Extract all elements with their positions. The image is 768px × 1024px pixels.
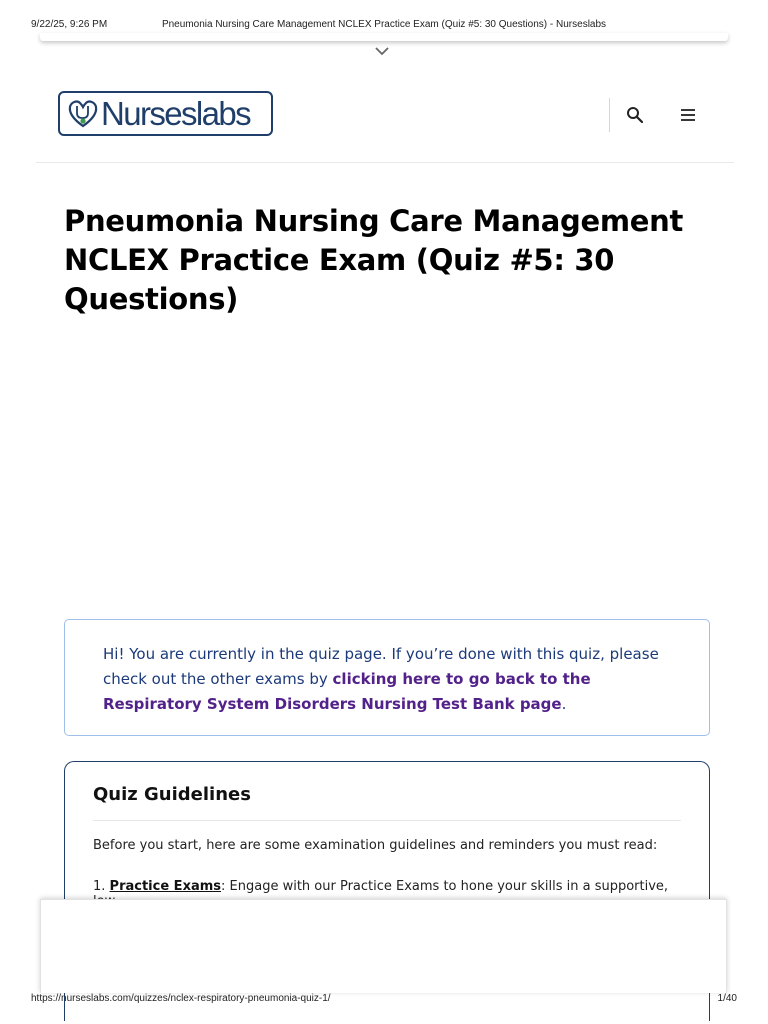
print-footer	[0, 993, 768, 1007]
header-divider	[609, 98, 610, 132]
menu-button[interactable]	[677, 104, 699, 126]
test-bank-link[interactable]: clicking here to go back to the Respiratory System Disorders Nursing Test Bank page	[103, 670, 591, 713]
guidelines-divider	[93, 820, 681, 821]
print-page-number: 1/40	[717, 993, 737, 1004]
notice-text: Hi! You are currently in the quiz page. If you’re done with this quiz, please check out the other exams by	[103, 645, 659, 688]
search-button[interactable]	[624, 104, 646, 126]
print-document-title: Pneumonia Nursing Care Management NCLEX Practice Exam (Quiz #5: 30 Questions) - Nurseslabs	[161, 19, 607, 30]
site-logo[interactable]	[58, 91, 273, 136]
notice-text-end: .	[561, 695, 567, 713]
page-title: Pneumonia Nursing Care Management NCLEX Practice Exam (Quiz #5: 30 Questions)	[64, 204, 684, 316]
print-header	[0, 19, 768, 33]
guidelines-heading: Quiz Guidelines	[93, 784, 251, 805]
guideline-text: : Engage with our Practice Exams to hone your skills in a supportive,	[221, 879, 669, 894]
site-header	[36, 80, 734, 163]
ad-banner-overlay[interactable]	[40, 899, 727, 993]
heart-stethoscope-icon	[67, 98, 99, 130]
hamburger-menu-icon	[680, 108, 696, 122]
logo-text: Nurseslabs	[101, 95, 251, 132]
print-datetime: 9/22/25, 9:26 PM	[31, 19, 108, 30]
collapsed-top-bar	[40, 33, 728, 41]
chevron-down-icon[interactable]	[372, 44, 392, 58]
practice-exams-link[interactable]: Practice Exams	[109, 879, 222, 894]
guidelines-intro: Before you start, here are some examination guidelines and reminders you must read:	[93, 838, 658, 853]
print-url: https://nurseslabs.com/quizzes/nclex-respiratory-pneumonia-quiz-1/	[31, 993, 331, 1004]
guideline-number: 1.	[93, 879, 110, 894]
quiz-notice-box	[64, 619, 710, 736]
search-icon	[626, 106, 644, 124]
